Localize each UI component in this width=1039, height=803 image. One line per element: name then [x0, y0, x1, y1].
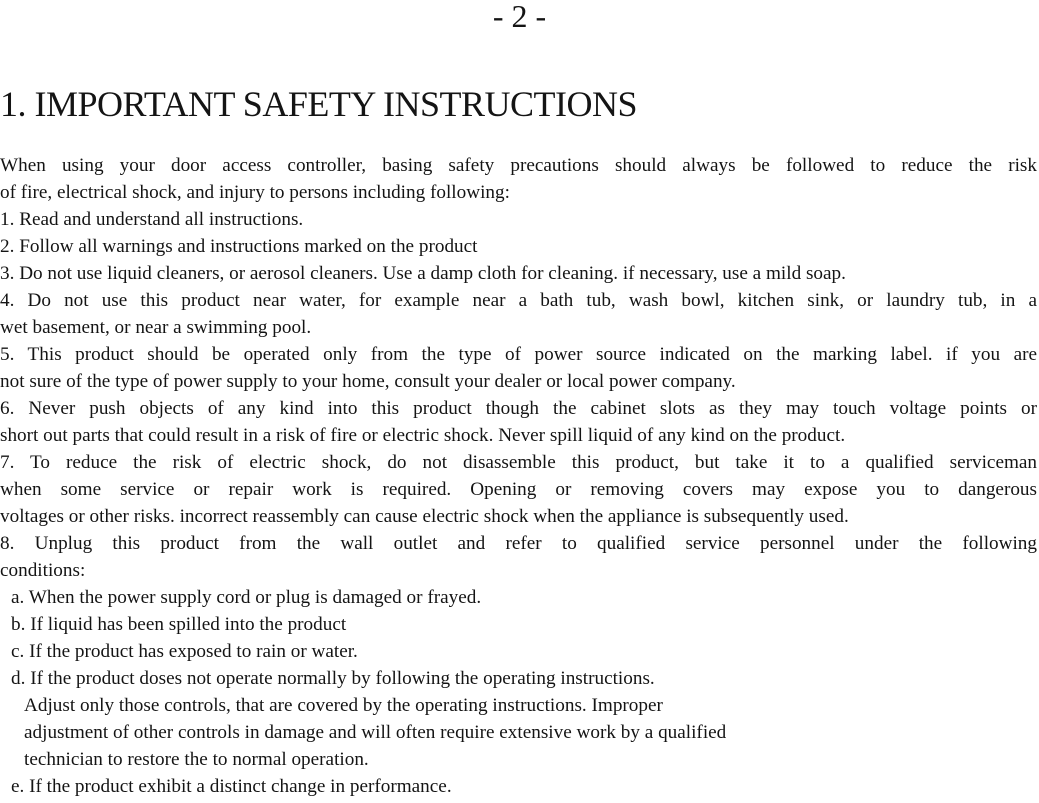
- instruction-item-4-line-2: wet basement, or near a swimming pool.: [0, 317, 312, 338]
- condition-b: b. If liquid has been spilled into the product: [11, 614, 347, 635]
- condition-d-detail-3: technician to restore the to normal operation.: [24, 749, 369, 770]
- condition-a: a. When the power supply cord or plug is damaged or frayed.: [11, 587, 482, 608]
- instruction-item-6-line-1: 6. Never push objects of any kind into this product though the cabinet slots as they may touch voltage points or: [0, 398, 1037, 419]
- intro-line-1: When using your door access controller, basing safety precautions should always be followed to reduce the risk: [0, 155, 1037, 176]
- instruction-item-5-line-1: 5. This product should be operated only from the type of power source indicated on the marking label. if you are: [0, 344, 1037, 365]
- instruction-item-1: 1. Read and understand all instructions.: [0, 209, 304, 230]
- intro-line-2: of fire, electrical shock, and injury to persons including following:: [0, 182, 510, 203]
- condition-e: e. If the product exhibit a distinct change in performance.: [11, 776, 452, 797]
- instruction-item-8-line-1: 8. Unplug this product from the wall outlet and refer to qualified service personnel under the following: [0, 533, 1037, 554]
- condition-c: c. If the product has exposed to rain or water.: [11, 641, 358, 662]
- instruction-item-8-line-2: conditions:: [0, 560, 86, 581]
- page-number: - 2 -: [492, 0, 547, 34]
- instruction-item-6-line-2: short out parts that could result in a risk of fire or electric shock. Never spill liquid of any kind on the product.: [0, 425, 846, 446]
- condition-d-detail-1: Adjust only those controls, that are covered by the operating instructions. Improper: [24, 695, 663, 716]
- instruction-item-7-line-2: when some service or repair work is required. Opening or removing covers may expose you to dangerous: [0, 479, 1037, 500]
- instruction-item-4-line-1: 4. Do not use this product near water, for example near a bath tub, wash bowl, kitchen sink, or laundry tub, in a: [0, 290, 1037, 311]
- instruction-item-7-line-1: 7. To reduce the risk of electric shock, do not disassemble this product, but take it to a qualified serviceman: [0, 452, 1037, 473]
- instruction-item-3: 3. Do not use liquid cleaners, or aerosol cleaners. Use a damp cloth for cleaning. if necessary, use a mild soap.: [0, 263, 846, 284]
- instruction-item-5-line-2: not sure of the type of power supply to your home, consult your dealer or local power company.: [0, 371, 736, 392]
- condition-d: d. If the product doses not operate normally by following the operating instructions.: [11, 668, 655, 689]
- instruction-item-7-line-3: voltages or other risks. incorrect reassembly can cause electric shock when the appliance is subsequently used.: [0, 506, 849, 527]
- condition-d-detail-2: adjustment of other controls in damage and will often require extensive work by a qualified: [24, 722, 727, 743]
- section-heading: 1. IMPORTANT SAFETY INSTRUCTIONS: [0, 84, 638, 124]
- safety-instructions-body: [0, 152, 1037, 800]
- instruction-item-2: 2. Follow all warnings and instructions marked on the product: [0, 236, 478, 257]
